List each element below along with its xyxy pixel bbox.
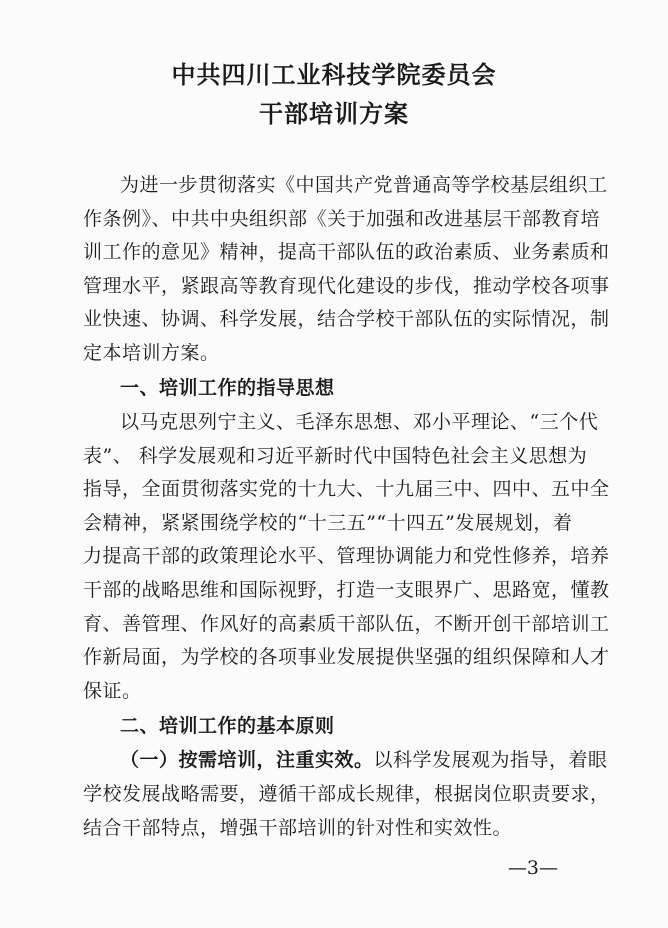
intro-line: 训工作的意见》精神，提高干部队伍的政治素质、业务素质和 <box>83 241 610 263</box>
intro-line: 为进一步贯彻落实《中国共产党普通高等学校基层组织工 <box>120 174 608 196</box>
section1-line: 以马克思列宁主义、毛泽东思想、邓小平理论、“三个代 <box>120 411 599 433</box>
document-title: 中共四川工业科技学院委员会 <box>171 61 497 89</box>
section1-line: 育、善管理、作风好的高素质干部队伍，不断开创干部培训工 <box>83 613 610 635</box>
section1-line: 力提高干部的政策理论水平、管理协调能力和党性修养，培养 <box>83 545 610 567</box>
intro-line: 业快速、协调、科学发展，结合学校干部队伍的实际情况，制 <box>83 308 610 330</box>
section2-item-line <box>120 748 668 772</box>
item-lead: （一）按需培训，注重实效。 <box>120 749 374 771</box>
intro-line: 定本培训方案。 <box>83 342 220 364</box>
intro-line: 管理水平，紧跟高等教育现代化建设的步伐，推动学校各项事 <box>83 275 610 297</box>
section1-line: 作新局面，为学校的各项事业发展提供坚强的组织保障和人才 <box>83 646 610 668</box>
section-heading: 一、培训工作的指导思想 <box>120 377 335 399</box>
section1-line: 保证。 <box>83 680 142 702</box>
item-text: 以科学发展观为指导，着眼 <box>373 749 608 771</box>
section1-line: 干部的战略思维和国际视野，打造一支眼界广、思路宽，懂教 <box>83 579 610 601</box>
section1-line: 会精神，紧紧围绕学校的“十三五”“十四五”发展规划，着 <box>83 512 573 534</box>
page-number: —3— <box>507 857 558 879</box>
document-subtitle: 干部培训方案 <box>259 100 409 128</box>
section2-item-line: 结合干部特点，增强干部培训的针对性和实效性。 <box>83 817 513 839</box>
section1-line: 表”、 科学发展观和习近平新时代中国特色社会主义思想为 <box>83 445 588 467</box>
section1-line: 指导，全面贯彻落实党的十九大、十九届三中、四中、五中全 <box>83 478 610 500</box>
section-heading: 二、培训工作的基本原则 <box>120 715 335 737</box>
intro-line: 作条例》、中共中央组织部《关于加强和改进基层干部教育培 <box>83 208 601 230</box>
section2-item-line: 学校发展战略需要，遵循干部成长规律，根据岗位职责要求， <box>83 783 610 805</box>
